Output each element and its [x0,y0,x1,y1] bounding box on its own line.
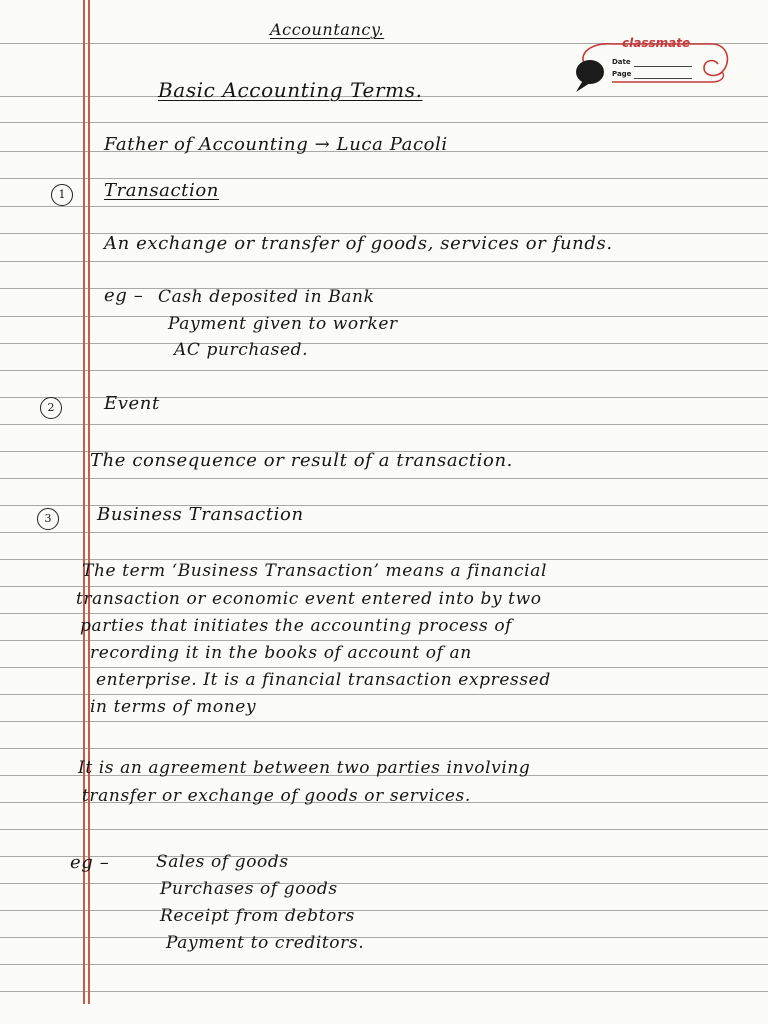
page-line [634,78,692,79]
ruled-line [0,206,768,207]
ruled-line [0,964,768,965]
ruled-line [0,937,768,938]
ruled-line [0,991,768,992]
ruled-line [0,424,768,425]
ruled-line [0,883,768,884]
father-of-accounting-line: Father of Accounting → Luca Pacoli [104,134,448,155]
page-subject: Accountancy. [270,20,385,39]
example-item: AC purchased. [174,340,309,360]
ruled-line [0,178,768,179]
ruled-line [0,829,768,830]
section-definition: The consequence or result of a transaction. [90,450,513,471]
section-number: 1 [51,184,73,206]
paragraph-line: It is an agreement between two parties involving [78,758,531,778]
ruled-line [0,667,768,668]
ruled-line [0,748,768,749]
paragraph-line: The term ‘Business Transaction’ means a financial [82,561,547,581]
ruled-line [0,586,768,587]
ruled-line [0,532,768,533]
section-definition: An exchange or transfer of goods, services or funds. [104,233,613,254]
ruled-line [0,478,768,479]
ruled-line [0,910,768,911]
ruled-line [0,370,768,371]
paragraph-line: parties that initiates the accounting process of [80,616,513,636]
section-heading: Business Transaction [97,504,304,525]
brand-name: classmate [622,36,691,50]
date-label: Date [612,58,631,66]
classmate-logo [572,36,734,94]
ruled-line [0,122,768,123]
ruled-line [0,694,768,695]
ruled-line [0,721,768,722]
example-item: Sales of goods [156,852,289,872]
section-number: 3 [37,508,59,530]
ruled-line [0,856,768,857]
ruled-line [0,261,768,262]
ruled-line [0,640,768,641]
paragraph-line: enterprise. It is a financial transaction expressed [96,670,551,690]
paragraph-line: recording it in the books of account of an [90,643,472,663]
page-label: Page [612,70,632,78]
paragraph-line: in terms of money [90,697,257,717]
date-line [634,66,692,67]
section-heading: Event [104,393,160,414]
example-item: Payment given to worker [168,314,398,334]
ruled-line [0,559,768,560]
paragraph-line: transaction or economic event entered into by two [76,589,542,609]
ruled-line [0,343,768,344]
section-number: 2 [40,397,62,419]
ruled-line [0,613,768,614]
example-item: Payment to creditors. [166,933,365,953]
section-heading: Transaction [104,180,220,201]
example-label: eg – [70,852,110,873]
paragraph-line: transfer or exchange of goods or services. [82,786,471,806]
example-item: Purchases of goods [160,879,338,899]
example-item: Receipt from debtors [160,906,355,926]
page-title: Basic Accounting Terms. [158,78,423,102]
example-label: eg – [104,285,144,306]
example-item: Cash deposited in Bank [158,287,375,307]
